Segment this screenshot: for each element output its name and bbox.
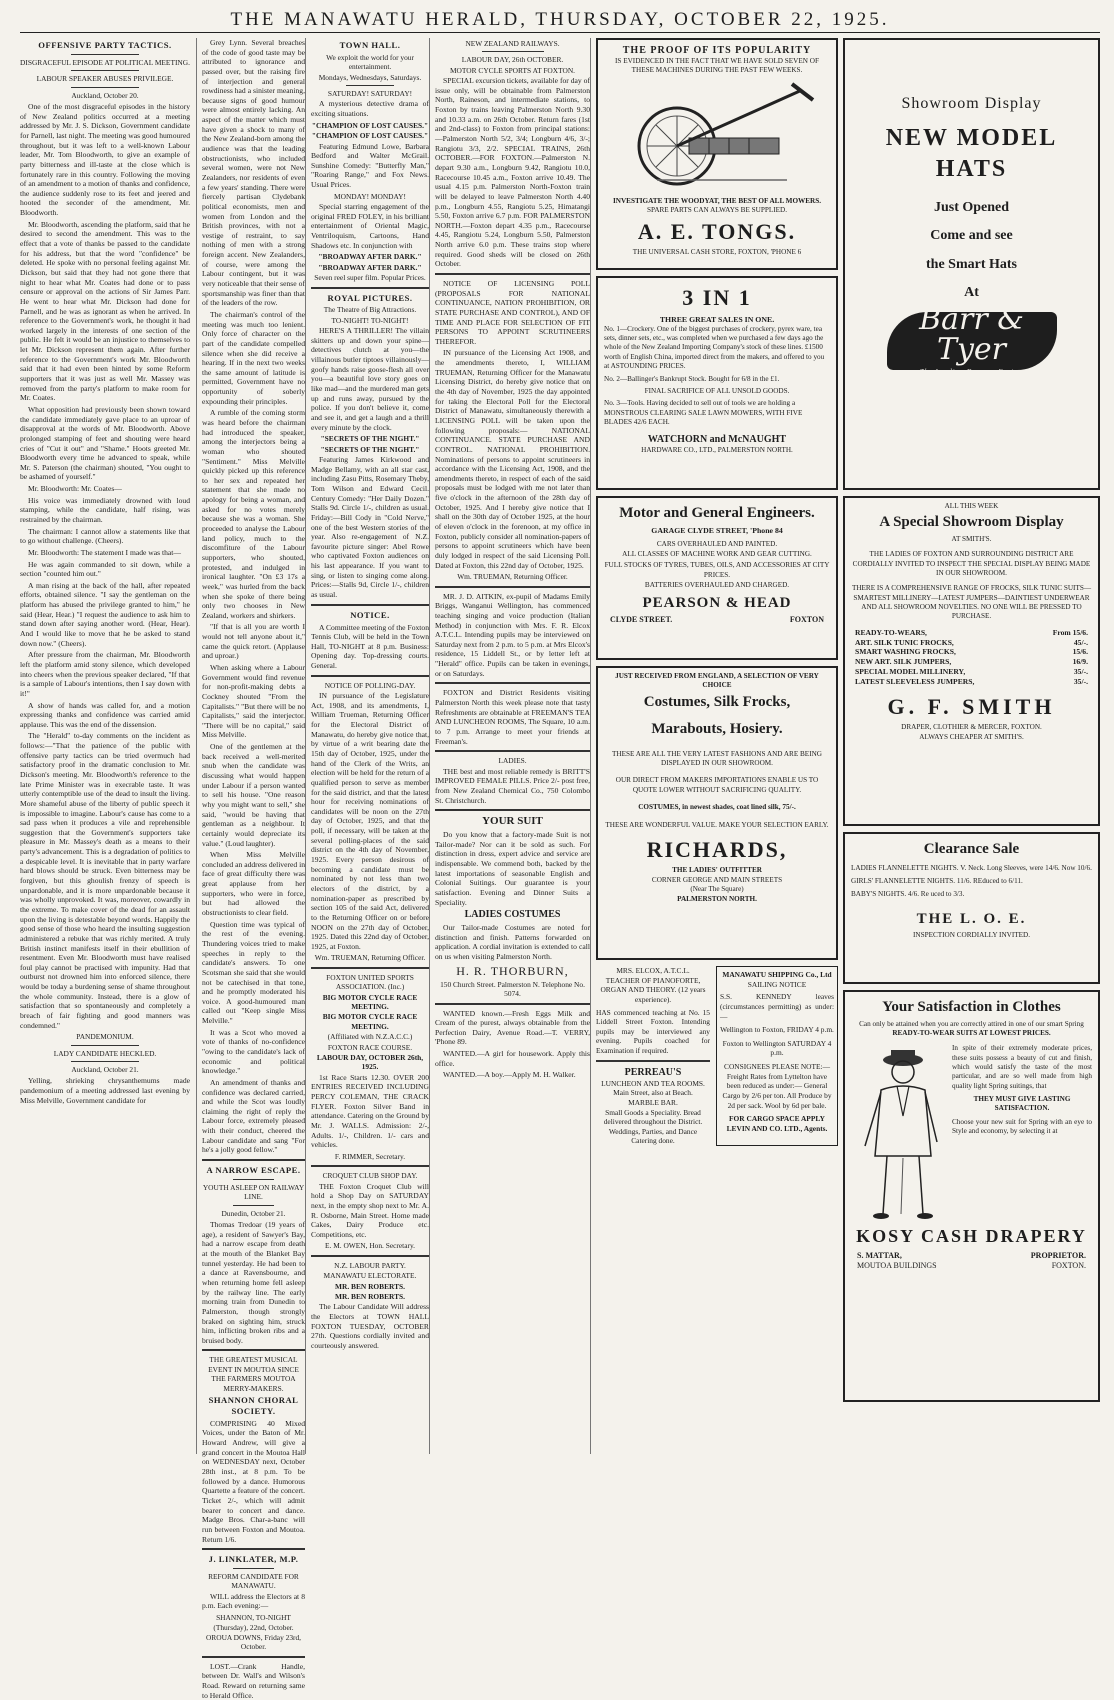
divider — [202, 1656, 305, 1658]
ad-line: In spite of their extremely moderate prices, these suits possess a beauty of cut and finish, which would satisfy the taste of the most particular, and are so well made from high quality light Spring suitings, that — [952, 1044, 1092, 1090]
elcox-perreau-ads — [596, 966, 710, 1146]
divider — [311, 967, 429, 969]
ad-line: Wellington to Foxton, FRIDAY 4 p.m. — [720, 1025, 834, 1035]
notice-title: TOWN HALL. — [339, 40, 401, 50]
ad-line: No. 2—Ballinger's Bankrupt Stock. Bought for 6/8 in the £1. — [604, 374, 780, 383]
logo-name: Barr & Tyer — [919, 302, 1024, 368]
notice-line: SHANNON, TO-NIGHT (Thursday), 22nd, October. — [213, 1613, 294, 1632]
paragraph: It was a Scot who moved a vote of thanks of no-confidence "owing to the candidate's lack of economic and political knowledge." — [202, 1027, 305, 1076]
paragraph: When Miss Melville concluded an address delivered in face of great difficulty there was great applause from her supporters, who were in force, but had allowed the obstructionists to clear field. — [202, 850, 305, 918]
notice-head: N.Z. LABOUR PARTY. — [334, 1260, 406, 1270]
paragraph: THE best and most reliable remedy is BRITT'S IMPROVED FEMALE PILLS. Price 2/- post free, from New Zealand Chemical Co., 750 Colombo St. Christchurch. — [435, 766, 590, 805]
paragraph: THE Foxton Croquet Club will hold a Shop Day on SATURDAY next, in the empty shop next to Mr. A. R. Osborne, Main Street. Home made Cakes, Dairy Produce etc. Competitions, etc. — [311, 1181, 429, 1239]
notice-head: MOTOR CYCLE SPORTS AT FOXTON. — [449, 65, 576, 75]
paragraph: A Committee meeting of the Foxton Tennis Club, will be held in the Town Hall, TO-NIGHT at 8 p.m. Business: Opening day. Top-dressing courts. General. — [311, 622, 429, 671]
ad-line: CONSIGNEES PLEASE NOTE:— Freight Rates from Lyttelton have been reduced as under:— General Cargo by 2/6 per ton. All Produce by 2d per sack. Wool by 6d per bale. — [722, 1062, 832, 1110]
paragraph: The chairman's control of the meeting was much too lenient. Only force of character on the part of the candidate compelled silence when she did receive a hearing. If in the next two weeks the same amount of latitude is permitted, Government have no opportunity of soberly expounding their principles. — [202, 309, 305, 406]
divider — [435, 273, 590, 275]
ad-line: IS EVIDENCED IN THE FACT THAT WE HAVE SOLD SEVEN OF THESE MACHINES DURING THE PAST FEW WEEKS. — [615, 57, 819, 75]
notice-head: THE GREATEST MUSICAL EVENT IN MOUTOA SINCE THE FARMERS MOUTOA MERRY-MAKERS. — [208, 1355, 299, 1393]
ad-line: OUR DIRECT FROM MAKERS IMPORTATIONS ENABLE US TO QUOTE LOWER WITHOUT SACRIFICING QUALITY. — [615, 776, 819, 794]
feature-title: "CHAMPION OF LOST CAUSES." — [311, 131, 429, 141]
spacer — [851, 44, 1092, 94]
ad-line: DRAPER, CLOTHIER & MERCER, FOXTON. — [901, 723, 1042, 732]
lawn-mower-illustration — [617, 80, 817, 190]
ad-title: G. F. SMITH — [887, 693, 1056, 719]
paragraph: What opposition had previously been shown toward the candidate immediately gave place to an uproar of disapproval at the words of Mr. Bloodworth. Above prolonged stamping of feet and shouting were heard cries of "Cut it out" and "Shame." Hoots greeted Mr. Bloodworth every time he advanced to speak, while Mr. S. Paterson (the chairman) shouted, "You ought to be ashamed of yourself." — [20, 404, 190, 482]
ad-line: JUST RECEIVED FROM ENGLAND, A SELECTION OF VERY CHOICE — [615, 672, 819, 690]
ad-line: SPARE PARTS CAN ALWAYS BE SUPPLIED. — [646, 206, 788, 215]
ad-title: 3 IN 1 — [682, 285, 752, 310]
notice-head: FOXTON UNITED SPORTS ASSOCIATION. (Inc.) — [326, 972, 414, 992]
classified: WANTED.—A boy.—Apply M. H. Walker. — [443, 1070, 576, 1080]
classified: WANTED known.—Fresh Eggs Milk and Cream of the purest, always obtainable from the Perfection Dairy, Avenue Road.—T. VERRY, 'Phone 89. — [435, 1008, 590, 1047]
paragraph: Mr. Bloodworth: Mr. Coates— — [28, 484, 122, 494]
paragraph: One of the most disgraceful episodes in the history of New Zealand politics occurred at a meeting addressed by Mr. J. S. Dickson, Government candidate for Parnell, last night. The meeting was good humoured throughout, but it was left to a well-known Labour leader, Mr. Tom Bloodworth, to give an example of party bitterness and ill-taste at the close which is fortunately rare in this country. Following the moving of an amendment to a motion of thanks and confidence, the audience suddenly rose to its feet and jeered and hooted the seconder of the amendment, Mr. Bloodworth. — [20, 102, 190, 218]
notice-title: CROQUET CLUB SHOP DAY. — [322, 1171, 418, 1181]
ad-title: NEW MODEL HATS — [885, 124, 1058, 182]
notice-line: FOXTON RACE COURSE. — [327, 1042, 413, 1052]
paragraph: After pressure from the chairman, Mr. Bloodworth left the platform amid stony silence, which developed into cheers when the previous speaker declared, "If that is a sample of Labour's intentions, then I say down with it!" — [20, 650, 190, 698]
ad-line: FOR CARGO SPACE APPLY LEVIN AND CO. LTD., Agents. — [726, 1114, 828, 1133]
ad-line: No. 1—Crockery. One of the biggest purchases of crockery, pyrex ware, tea sets, dinner sets, etc., was completed when we purchased a few days ago the whole of the New Zealand Importing Company's stock of these lines. £1500 worth of English China, imported direct from the makers, and offered to you at ASTOUNDING PRICES. — [604, 324, 825, 371]
ad-title: WATCHORN and McNAUGHT — [647, 434, 787, 446]
ad-line: THESE ARE WONDERFUL VALUE. MAKE YOUR SELECTION EARLY. — [605, 820, 829, 829]
ad-line: S. MATTAR, — [857, 1250, 902, 1260]
ad-line: THESE ARE ALL THE VERY LATEST FASHIONS AND ARE BEING DISPLAYED IN OUR SHOWROOM. — [612, 749, 822, 768]
paragraph: One of the gentlemen at the back received a well-merited snub when the candidate was discussing what would happen under Labour if a person wanted to sell his house. "One reason why you might want to sell," she said, "would be having that gentleman as a neighbour. It certainly would depreciate its value." (Loud laughter). — [202, 742, 305, 848]
ad-title: PEARSON & HEAD — [642, 594, 792, 611]
ad-line: BATTERIES OVERHAULED AND CHARGED. — [644, 581, 790, 590]
ad-title: THE L. O. E. — [916, 910, 1027, 927]
price-row — [851, 667, 1092, 677]
price-row — [851, 647, 1092, 657]
feature-title: BIG MOTOR CYCLE RACE MEETING. — [322, 992, 418, 1011]
article-subhead: YOUTH ASLEEP ON RAILWAY LINE. — [202, 1182, 305, 1202]
ad-line: THEY MUST GIVE LASTING SATISFACTION. — [973, 1095, 1071, 1113]
tongs-ad — [596, 38, 838, 270]
divider — [435, 682, 590, 684]
ad-line: MOUTOA BUILDINGS — [857, 1261, 937, 1270]
paragraph: When asking where a Labour Government would find revenue for non-profit-making debts a Cockney shouted "From the Capitalists." "But there will be no Capitalists," said the interjector. "There will be no capital," said Miss Melville. — [202, 663, 305, 740]
notice-line: MONDAY! MONDAY! — [334, 191, 406, 201]
feature-title: "BROADWAY AFTER DARK." — [318, 262, 422, 272]
price-value: 35/-. — [1073, 667, 1088, 677]
paragraph: Question time was typical of the rest of the evening. Thundering voices tried to make speeches in reply to the candidate's answers. To one Scotsman she said that she would not be catechised in that tone, and he promptly moderated his voice. A good-humoured man called out "Keep single Miss Melville." — [202, 919, 305, 1026]
feature-title: MR. BEN ROBERTS. — [335, 1281, 405, 1291]
divider — [311, 675, 429, 677]
ad-line: CLYDE STREET. — [610, 615, 673, 625]
paragraph: Featuring James Kirkwood and Madge Bellamy, with an all star cast, including Zasu Pitts, Rosemary Theby, Tom Wilson and Edward Cecil. Century Comedy: "Her Daily Dozen." Stalls 9d. Circle 1/-, children as usual. Friday:—Bill Cody in "Cold Nerve," one of the best Western stories of the year. Also re-engagement of N.Z. favourite picture singer: Abel Rowe who captivated Foxton audiences on his last appearance. If you want to sing, or listen to singing come along. Prices:—Stalls 9d, Circle 1/-, children as usual. — [311, 455, 429, 599]
ad-line: GARAGE CLYDE STREET, 'Phone 84 — [651, 525, 783, 535]
notice-head: REFORM CANDIDATE FOR MANAWATU. — [208, 1572, 299, 1591]
paragraph: Thomas Tredoar (19 years of age), a resident of Sawyer's Bay, had a narrow escape from death at the mouth of the Blanket Bay tunnel yesterday. He had been to a dance at Ravensbourne, and when returning home fell asleep by the railway line. The early morning train from Dunedin to Palmerston, though strongly braked on sighting him, struck him, inflicting broken ribs and a bruised body. — [202, 1220, 305, 1345]
ad-title: LADIES COSTUMES — [464, 909, 561, 921]
notice-title: NOTICE OF POLLING-DAY. — [324, 680, 416, 690]
notice-title: ROYAL PICTURES. — [327, 292, 413, 303]
notice-title: NEW ZEALAND RAILWAYS. — [465, 39, 560, 48]
paragraph: Mr. Bloodworth: The statement I made was that— — [28, 547, 181, 557]
ad-line: FULL STOCKS OF TYRES, TUBES, OILS, AND ACCESSORIES AT CITY PRICES. — [604, 560, 830, 579]
ad-line: MARBLE BAR. — [628, 1097, 678, 1107]
barr-tyer-logo — [887, 302, 1057, 376]
feature-title: BIG MOTOR CYCLE RACE MEETING. — [322, 1012, 418, 1031]
paragraph: An amendment of thanks and confidence was declared carried, and while the Scot was loudly claiming the right of reply the Labour force, extremely pleased with their conduct, cheered the Labour candidate and sang "For he's a jolly good fellow." — [202, 1077, 305, 1155]
divider — [233, 1179, 274, 1180]
notice-head: MANAWATU ELECTORATE. — [323, 1271, 417, 1281]
paragraph: A mysterious detective drama of exciting situations. — [311, 99, 429, 119]
paragraph: MR. J. D. AITKIN, ex-pupil of Madams Emily Briggs, Wanganui Wellington, has commenced teaching singing and voice production (Italian Method) in conjunction with Mrs. F. R. Elcox A.T.C.L. Intending pupils may be interviewed on Saturday next from 2 p.m. to 5 p.m. at Mrs Elcox's residence, 15 Liddell St., or by letter left at "Herald" office. Pupils can be taken in evenings, or on Saturdays. — [435, 591, 590, 678]
divider — [435, 1003, 590, 1005]
ad-footer — [851, 1251, 1092, 1261]
divider — [202, 1159, 305, 1161]
paragraph: Do you know that a factory-made Suit is not Tailor-made? Nor can it be sold as such. For distinction in dress, expert advice and service are indispensable. We commend both, backed by the latest importations of seasonable English and Colonial Suitings. Our guarantee is your satisfaction. Evening and Dinner Suits a Speciality. — [435, 830, 590, 907]
ad-line: Come and see — [930, 228, 1013, 244]
ad-title: KOSY CASH DRAPERY — [856, 1226, 1087, 1247]
ad-title: H. R. THORBURN, — [456, 963, 569, 978]
ad-line: Just Opened — [933, 200, 1010, 216]
ad-line: THE LADIES OF FOXTON AND SURROUNDING DISTRICT ARE CORDIALLY INVITED TO INSPECT THE SPECIAL DISPLAY BEING MADE IN OUR SHOWROOM. — [852, 550, 1091, 577]
notice-line: Mondays, Wednesdays, Saturdays. — [318, 72, 422, 82]
ad-title: YOUR SUIT — [482, 815, 543, 828]
notice-line: SATURDAY! SATURDAY! — [327, 89, 413, 99]
paragraph: NOTICE OF LICENSING POLL (PROPOSALS FOR NATIONAL CONTINUANCE, NATION PROHIBITION, OR STATE PURCHASE AND CONTROL), AND OF TIME AND PLACE FOR SELECTION OF FIT PERSONS TO APPOINT SCRUTINEERS THEREFOR. — [435, 278, 590, 346]
feature-title: MR. BEN ROBERTS. — [335, 1292, 405, 1302]
feature-title: "SECRETS OF THE NIGHT." — [320, 434, 420, 444]
divider — [202, 1548, 305, 1550]
ad-line: COSTUMES, in newest shades, coat lined silk, 75/-. — [638, 803, 796, 812]
article-subhead: LADY CANDIDATE HECKLED. — [53, 1048, 157, 1058]
ad-line: HARDWARE CO., LTD., PALMERSTON NORTH. — [641, 446, 793, 455]
price-row — [851, 677, 1092, 687]
notice-title: J. LINKLATER, M.P. — [208, 1554, 299, 1565]
signature: F. RIMMER, Secretary. — [334, 1151, 406, 1161]
ad-line: ALWAYS CHEAPER AT SMITH'S. — [919, 732, 1024, 741]
ad-line: HAS commenced teaching at No. 15 Liddell Street Foxton. Intending pupils may be interviewed any evening. Pupils coached for Examination if required. — [596, 1007, 710, 1055]
paragraph: The "Herald" to-day comments on the incident as follows:—"That the patience of the public with offensive party tactics can be tried overmuch had satisfactory proof in the dramatic conclusion to Mr. Dickson's meeting. Mr. Bloodworth's reference to the late Prime Minister was in execrable taste. It was utterly contemptible use of the dead to insult the living. More shameful abuse of the liberty of public speech it is impossible to imagine. Labour's cause has come to a sad pass when it produces a vile and reprehensible suggestion that the Government's supporters take pleasure in Mr. Massey's death as a means to their party's advancement. This is a degradation of politics to a despicable level. It is inevitable that in party warfare hard blows should be struck. Even bitterness may be forgiven, but this ghoulish frenzy of speech is unpardonable, and it is more unpardonable because it was wholly unprovoked. It was, moreover, cowardly in the extreme. To make cover of the dead for an assault upon the living is detestable beyond words. Happily the good sense of those who heard the insulting suggestion administered a rebuke that was richly merited. A truly British instinct manifests itself in their ebullition of resentment. Even Mr. Bloodworth must have realised foul play cannot be practised with impunity. Had that outburst not drowned him into enforced silence, there would be today a burdening sense of shame throughout the whole community. Instead, there is a glow of satisfaction that so spontaneously and completely a breach of fair fighting and good manners was condemned." — [20, 731, 190, 1030]
paragraph: SPECIAL excursion tickets, available for day of issue only, will be obtainable from Palmerston North, Raineson, and intermediate stations, to Foxton by trains leaving Palmerston North 9.30 and 10.33 a.m. on 26th October. Return fares (1st and 2nd-class) to Foxton from principal stations:—Palmerston North 5/2, 3/4; Longburn 4/6, 3/-; Rangiotu 3/3, 2/2. SPECIAL TRAINS, 26th OCTOBER.—FOR FOXTON.—Palmerston N. depart 9.30 a.m., Longburn 9.42, Rangiotu 10.0, Racecourse 10.45 a.m., Foxton arrive 10.49. The usual 4.15 p.m. Palmerston North-Foxton train will be delayed to leave Palmerston North 4.40 p.m., Longburn 4.55, Rangiotu 5.25, Himatangi 5.50, Foxton arrive 6.7 p.m. FOR PALMERSTON NORTH.—Foxton depart 4.35 p.m., Racecourse 4.45, Rangiotu 5.24, Longburn 5.50, Palmerston North arrive 6.0 p.m. These trains stop where required. Good sheds will be closed on 26th October. — [435, 76, 590, 269]
price-item: NEW ART. SILK JUMPERS, — [855, 657, 952, 667]
divider — [71, 1061, 139, 1062]
notice-line: OROUA DOWNS, Friday 23rd, October. — [205, 1632, 302, 1652]
smith-ad — [843, 496, 1100, 826]
ad-line: THREE GREAT SALES IN ONE. — [659, 314, 775, 324]
ad-line: Foxton to Wellington SATURDAY 4 p.m. — [722, 1038, 832, 1058]
ad-title: PERREAU'S — [624, 1066, 682, 1078]
ad-line: CORNER GEORGE AND MAIN STREETS — [651, 875, 783, 884]
bottom-ads — [596, 966, 838, 1146]
ad-line: LADIES FLANNELETTE NIGHTS. V. Neck. Long Sleeves, were 14/6. Now 10/6. — [851, 863, 1092, 872]
logo-tagline: The Leading Drapers Foxton — [919, 368, 1024, 376]
ad-footer — [851, 1261, 1092, 1271]
ad-line: GIRLS' FLANNELETTE NIGHTS. 11/6. REduced to 6/11. — [851, 876, 1023, 885]
ad-body — [851, 1044, 1092, 1136]
paragraph: His voice was immediately drowned with loud stamping, while the candidate, half rising, was restrained by the chairman. — [20, 495, 190, 524]
ad-title: THE PROOF OF ITS POPULARITY — [622, 45, 812, 56]
ad-title: A Special Showroom Display — [879, 514, 1064, 531]
ad-line: Choose your new suit for Spring with an eye to Style and economy, by selecting it at — [952, 1117, 1092, 1136]
ad-line: MRS. ELCOX, A.T.C.L. — [616, 966, 690, 975]
paragraph: Special starring engagement of the original FRED FOLEY, in his brilliant entertainment of Oriental Magic, Ventriloquism, Cartoons, Hand Shadows etc. In conjunction with — [311, 202, 429, 250]
divider — [346, 85, 393, 86]
column-2 — [196, 38, 310, 1700]
divider — [435, 586, 590, 588]
ad-line: FOXTON — [789, 615, 824, 625]
notice-line: LABOUR DAY, OCTOBER 26th, 1925. — [316, 1052, 424, 1072]
divider — [71, 87, 139, 88]
ad-line: TEACHER OF PIANOFORTE, ORGAN AND THEORY. (12 years experience). — [600, 975, 706, 1004]
divider — [71, 54, 139, 55]
richards-ad — [596, 666, 838, 960]
price-value: 15/6. — [1072, 647, 1088, 657]
gentleman-in-suit-illustration — [851, 1046, 946, 1221]
signature: E. M. OWEN, Hon. Secretary. — [324, 1241, 416, 1251]
divider — [435, 809, 590, 811]
ad-line: FOXTON. — [1051, 1261, 1086, 1270]
ad-column — [590, 38, 838, 1454]
price-value: 45/-. — [1073, 637, 1088, 647]
paragraph: A man rising at the back of the hall, after repeated efforts, obtained silence. "I say the gentleman on the platform has abused the privilege granted to him," he said (Hear, Hear.) "I request the audience to ask him to stand down after saying another word. (Hear, Hear). And I would like to move that he be asked to stand down now." (Cheers). — [20, 580, 190, 648]
dateline: Auckland, October 21. — [71, 1065, 139, 1075]
ad-line: ALL THIS WEEK — [944, 502, 999, 510]
paragraph: A show of hands was called for, and a motion expressing thanks and confidence was carried amid applause. This was the end of the dissension. — [20, 700, 190, 729]
divider — [202, 1349, 305, 1351]
column-4 — [429, 38, 595, 1454]
paragraph: Yelling, shrieking chrysanthemums made pandemonium of a meeting addressed last evening by Miss Melville, Government candidate for — [20, 1076, 190, 1105]
ad-line: AT SMITH'S. — [951, 534, 992, 543]
divider — [311, 1255, 429, 1257]
paragraph: The chairman: I cannot allow a statements like that to go without challenge. (Cheers). — [20, 526, 190, 546]
paragraph: HERE'S A THRILLER! The villain skitters up and down your spine—detectives clutch at you—the villainous butler tiptoes villainously—goofy hands raise goose-flesh all over you—a beautiful love story goes on like mad—and the murdered man gets up and runs away, pursued by the police. If you don't believe it, come and see it, and get a laugh and a thrill every minute by the clock. — [311, 326, 429, 432]
ad-lines — [604, 539, 830, 591]
divider — [71, 1045, 139, 1046]
article-subhead: PANDEMONIUM. — [76, 1032, 134, 1042]
signature: Wm. TRUEMAN, Returning Officer. — [314, 953, 426, 963]
price-row — [851, 638, 1092, 648]
ad-line: SAILING NOTICE — [747, 979, 807, 989]
price-item: SMART WASHING FROCKS, — [855, 647, 956, 657]
clearance-ad — [843, 832, 1100, 984]
paragraph: He was again commanded to sit down, while a section "counted him out." — [20, 559, 190, 579]
divider — [311, 1165, 429, 1167]
ad-line: LUNCHEON AND TEA ROOMS. — [601, 1078, 705, 1088]
ad-title: A. E. TONGS. — [637, 218, 797, 244]
ad-line: (Near The Square) — [690, 885, 744, 894]
column-1 — [20, 38, 196, 1454]
paragraph: "If that is all you are worth I would not tell anyone about it," came the quick retort. (Applause and uproar.) — [202, 622, 305, 661]
ad-line: PROPRIETOR. — [1030, 1250, 1086, 1260]
article-subhead: LABOUR SPEAKER ABUSES PRIVILEGE. — [36, 74, 174, 84]
paragraph: Grey Lynn. Several breaches of the code of good taste may be attributed to ignorance and passed over, but the raising fire of interjection and general rowdiness had a sinister meaning, because signs of good humour were almost entirely lacking. An aspect of the matter which must have given a shock to many of the New Zealand-born among the audience was that the leading obstructionists, who included several women, were not New Zealanders, nor residents of even a few years' standing. There were fiercely partisan Clydebank political economists, men and women from London and the British provinces, with not a vestige of restraint, to say nothing of men with a strong foreign accent. New Zealanders, of course, were among the Labour contingent, but it was very noticeable that their sense of sportsmanship was finer than that of the leaders of the row. — [202, 38, 305, 308]
notice-line: TO-NIGHT! TO-NIGHT! — [331, 315, 409, 325]
divider — [233, 1205, 274, 1206]
paragraph: COMPRISING 40 Mixed Voices, under the Baton of Mr. Howard Andrew, will give a grand concert in the Moutoa Hall on WEDNESDAY next, October 28th inst., at 8 p.m. To be followed by a dance. Humorous Quartette a feature of the concert. Ticket 2/-, which will admit bearer to concert and dance. Madge Bros. Char-a-banc will run between Foxton and Moutoa. Return 1/6. — [202, 1418, 305, 1544]
paragraph: FOXTON and District Residents visiting Palmerston North this week please note that tasty Refreshments are obtainable at FREEMAN'S TEA AND LUNCHEON ROOMS, The Square, 10 a.m. to 7 p.m. Arrange to meet your friends at Freeman's. — [435, 688, 590, 746]
ad-title: Motor and General Engineers. — [619, 505, 815, 521]
paragraph: IN pursuance of the Licensing Act 1908, and the amendments thereto, I, WILLIAM TRUEMAN, Returning Officer for the Manawatu Licensing District, do hereby give notice that on the 4th day of November, 1925 the day appointed for taking the Electoral Poll for the Electoral District of Manawatu, simultaneously therewith a LICENSING POLL will be taken upon the following proposals:— NATIONAL CONTINUANCE. STATE PURCHASE AND CONTROL. NATIONAL PROHIBITION. Nominations of persons to appoint scrutineers in accordance with the Licensing Act, 1908, and the amendments thereto, in respect of each of the said proposals must be lodged with me not later than five o'clock in the afternoon of the 28th day of October, 1925. And I hereby give notice that I shall on the 30th day of October 1925, at the hour of eleven o'clock in the forenoon, at my office in Foxton, publicly consider all nomination-papers of persons to appoint scrutineers which have been duly lodged in respect of the said Licensing Poll. Dated at Foxton, this 22nd day of October, 1925. — [435, 348, 590, 570]
shipping-ad — [716, 966, 838, 1146]
paragraph: Our Tailor-made Costumes are noted for distinction and finish. Patterns forwarded on application. A cordial invitation is extended to call on us when visiting Palmerston North. — [435, 922, 590, 961]
feature-title: "CHAMPION OF LOST CAUSES." — [311, 120, 429, 130]
divider — [311, 604, 429, 606]
price-value: 16/9. — [1072, 657, 1088, 667]
price-item: SPECIAL MODEL MILLINERY, — [855, 667, 966, 677]
notice-title: LADIES. — [498, 756, 527, 766]
notice-head: LABOUR DAY, 26th OCTOBER. — [461, 55, 564, 65]
divider — [233, 1568, 274, 1569]
ad-line: THERE IS A COMPREHENSIVE RANGE OF FROCKS, SILK TUNIC SUITS—SMARTEST MILLINERY—LATEST JUMPERS—DAINTIEST UNDERWEAR AND ALL SHOWROOM NOVELTIES. NO ONE WILL BE PRESSED TO PURCHASE. — [851, 584, 1092, 621]
price-value: 35/-. — [1073, 677, 1088, 687]
price-item: ART. SILK TUNIC FROCKS, — [855, 637, 954, 647]
paragraph: Featuring Edmund Lowe, Barbara Bedford and Walter McGrail. Sunshine Comedy: "Butterfly Man," "Roaring Range," and Fox News. Usual Prices. — [311, 141, 429, 190]
price-value: From 15/6. — [1052, 627, 1088, 637]
dateline: Dunedin, October 21. — [221, 1208, 286, 1218]
signature: Wm. TRUEMAN, Returning Officer. — [457, 572, 568, 582]
ad-line: Small Goods a Speciality. Bread delivered throughout the District. Weddings, Parties, and Dance Catering done. — [603, 1107, 703, 1146]
three-in-one-ad — [596, 276, 838, 490]
ad-line: INSPECTION CORDIALLY INVITED. — [913, 931, 1030, 940]
notice-line: Seven reel super film. Popular Prices. — [314, 273, 426, 283]
divider — [435, 750, 590, 752]
column-3 — [305, 38, 434, 1454]
divider — [596, 1060, 710, 1062]
paragraph: 1st Race Starts 12.30. OVER 200 ENTRIES RECEIVED INCLUDING PERCY COLEMAN, THE CRACK FLYER. Foxton Silver Band in attendance. Catering on the Ground by Mr. J. WALLS. Admission: 2/-, Adults. 1/-, Children. 1/- cars and vehicles. — [311, 1072, 429, 1150]
kosy-cash-ad — [843, 990, 1100, 1402]
divider — [482, 51, 544, 52]
notice-title: SHANNON CHORAL SOCIETY. — [208, 1395, 299, 1416]
ad-title: MANAWATU SHIPPING Co., Ltd — [722, 970, 832, 979]
classified: WANTED.—A girl for housework. Apply this office. — [435, 1049, 590, 1068]
ad-line: THE UNIVERSAL CASH STORE, FOXTON, 'PHONE 6 — [632, 248, 802, 257]
ad-line: READY-TO-WEAR SUITS AT LOWEST PRICES. — [892, 1028, 1051, 1037]
ad-line: S.S. KENNEDY leaves (circumstances permitting) as under:— — [720, 992, 834, 1021]
ad-title: RICHARDS, — [646, 836, 788, 862]
notice-title: NOTICE. — [350, 609, 390, 620]
classified: LOST.—Crank Handle, between Dr. Wall's and Wilson's Road. Reward on returning same to Herald Office. — [202, 1661, 305, 1700]
ad-line: INVESTIGATE THE WOODYAT, THE BEST OF ALL MOWERS. — [612, 196, 822, 205]
feature-title: "BROADWAY AFTER DARK." — [318, 252, 422, 262]
far-ad-column — [843, 38, 1100, 1454]
ad-line: No. 3—Tools. Having decided to sell out of tools we are holding a MONSTROUS CLEARING SALE LAWN MOWERS, WITH FIVE BLADES 42/6 EACH. — [604, 399, 803, 426]
ad-line: Can only be attained when you are correctly attired in one of our smart Spring — [859, 1019, 1084, 1028]
price-item: LATEST SLEEVELESS JUMPERS, — [855, 677, 975, 687]
price-list — [851, 628, 1092, 687]
barr-tyer-ad — [843, 38, 1100, 490]
ad-title: Marabouts, Hosiery. — [651, 721, 783, 738]
ad-line: THE LADIES' OUTFITTER — [672, 866, 762, 875]
ad-title: Your Satisfaction in Clothes — [882, 999, 1061, 1015]
ad-title: Costumes, Silk Frocks, — [643, 693, 791, 710]
ad-line: Main Street, also at Beach. — [613, 1088, 693, 1098]
divider — [311, 287, 429, 289]
paragraph: WILL address the Electors at 8 p.m. Each evening:— — [202, 1591, 305, 1611]
ad-line: FINAL SACRIFICE OF ALL UNSOLD GOODS. — [644, 386, 790, 395]
paragraph: Mr. Bloodworth, ascending the platform, said that he desired to second the amendment. This was to the effect that a vote of thanks be passed to the candidate for his address, but that the word "confidence" be deleted. He spoke with no personal feeling against Mr. Dickson, but said that they had not gone there that night to hear what Mr. Coates had done or to pass censure or approval on the actions of Sir James Parr. He went to hear what Mr. Dickson had done for Parnell, and he was as ignorant as when he arrived. In reference to the Government's work, he thought it had worked largely in the interests of one section of the public. He felt it would be an injustice to themselves to let Mr. Dickson represent them again. After further reference to the Government's work Mr. Bloodworth said that it had even been hinted by some Reform supporters that it was just as well Mr. Massey was removed from the party's platform to make room for Mr. Coates. — [20, 219, 190, 403]
ad-line: the Smart Hats — [926, 256, 1017, 272]
divider — [71, 70, 139, 71]
ad-title: Clearance Sale — [923, 841, 1020, 857]
dateline: Auckland, October 20. — [71, 90, 139, 100]
ad-line: PALMERSTON NORTH. — [677, 894, 757, 903]
notice-line: 150 Church Street. Palmerston N. Telephone No. 5074. — [440, 979, 585, 999]
pearson-head-ad — [596, 496, 838, 660]
article-title: OFFENSIVE PARTY TACTICS. — [38, 40, 172, 50]
ad-line: ALL CLASSES OF MACHINE WORK AND GEAR CUTTING. — [622, 550, 812, 559]
price-item: READY-TO-WEARS, — [855, 627, 927, 637]
ad-line: Showroom Display — [901, 95, 1042, 112]
price-row — [851, 657, 1092, 667]
masthead: THE MANAWATU HERALD, THURSDAY, OCTOBER 22, 1925. — [20, 8, 1100, 33]
ad-footer — [604, 615, 830, 625]
notice-line: The Theatre of Big Attractions. — [323, 305, 417, 315]
notice-line: (Affiliated with N.Z.A.C.C.) — [327, 1032, 413, 1042]
ad-line: BABY'S NIGHTS. 4/6. Re uced to 3/3. — [851, 890, 965, 899]
ad-line: CARS OVERHAULED AND PAINTED. — [656, 539, 778, 548]
paragraph: The Labour Candidate Will address the Electors at TOWN HALL FOXTON TUESDAY, OCTOBER 27th. Questions cordially invited and courteously answered. — [311, 1302, 429, 1350]
article-subhead: DISGRACEFUL EPISODE AT POLITICAL MEETING. — [20, 57, 190, 67]
feature-title: "SECRETS OF THE NIGHT." — [320, 444, 420, 454]
article-title: A NARROW ESCAPE. — [206, 1165, 301, 1176]
notice-line: We exploit the world for your entertainment. — [326, 52, 414, 72]
ad-line: At — [964, 284, 979, 300]
paragraph: IN pursuance of the Legislature Act, 1908, and its amendments, I, William Trueman, Returning Officer for the Electoral District of Manawatu, do hereby give notice that, by virtue of a writ bearing date the 15th day of October, 1925, under the hand of the Clerk of the Writs, an election will be held for the return of a qualified person to serve as member for the said district, and that the latest hour for receiving nominations of candidates will be noon on the 27th day of October, 1925, and that the poll, if necessary, will be taken at the several polling-places of the said district on the 4th day of November, 1925. Every person desirous of becoming a candidate must be nominated by not less than two electors of the district, by a nomination-paper as prescribed by section 105 of the said Act, delivered to the Returning Officer on or before NOON on the 27th day of October, 1925. Dated this 22nd day of October, 1925, at Foxton. — [311, 691, 429, 951]
price-row — [851, 628, 1092, 638]
paragraph: A rumble of the coming storm was heard before the chairman had introduced the speaker, among the interjectors being a woman who shouted "Sentiment." Miss Melville quickly picked up this reference to her sex and repeated her statement that she made no apology for being a woman, and asked for no votes merely because she was a woman. She proceeded to analyse the Labour land policy, much to the discomfiture of the Labour supporters, who shouted, protested, and indulged in ironical laughter. "On £3 17s a week," was hurled from the back when she spoke of there being only two chooses in New Zealand, workers and shirkers. — [202, 408, 305, 620]
